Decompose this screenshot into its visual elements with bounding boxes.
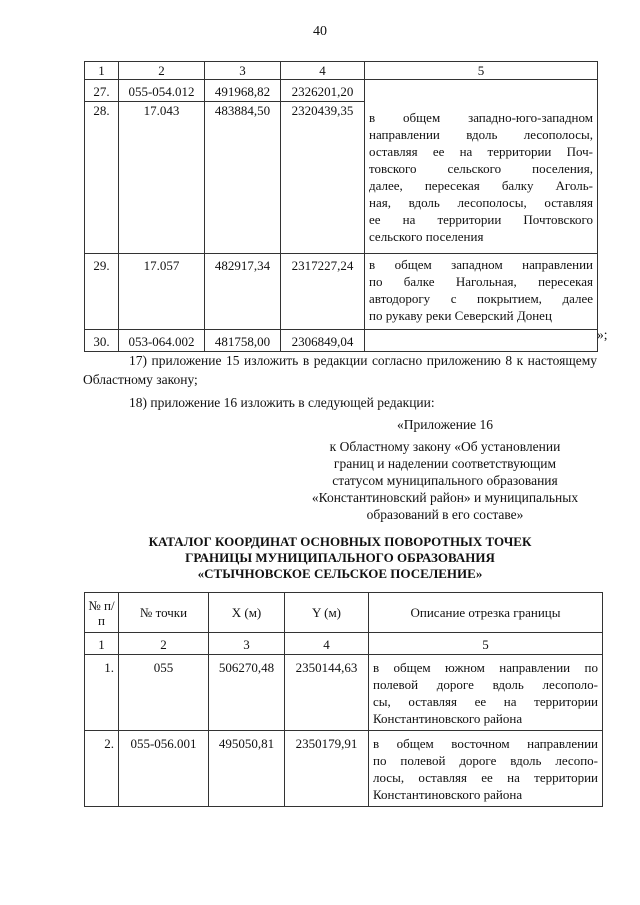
- point-id: 055-056.001: [119, 731, 209, 807]
- table-row: [85, 731, 603, 807]
- y-coordinate: 2317227,24: [281, 254, 365, 330]
- x-coordinate: 481758,00: [205, 330, 281, 352]
- table-row: [85, 80, 598, 102]
- table-header-row: [85, 593, 603, 633]
- appendix-line: образований в его составе»: [366, 507, 524, 522]
- column-number-3: 3: [209, 633, 285, 655]
- appendix-line: статусом муниципального образования: [332, 473, 558, 488]
- description-line: ная, вдоль лесополосы, оставляя: [369, 195, 593, 210]
- description-line: полевой дороге вдоль лесополо-: [373, 677, 598, 692]
- page-number: 40: [313, 24, 327, 39]
- description-line: сельского поселения: [369, 229, 484, 244]
- row-number: 30.: [85, 330, 119, 352]
- description-line: ее на территории Почтовского: [369, 212, 593, 227]
- coordinates-table-continuation: [84, 61, 598, 352]
- column-header-point: № точки: [119, 593, 209, 633]
- description-line: Константиновского района: [373, 787, 523, 802]
- table-header-row: [85, 62, 598, 80]
- table-row: [85, 330, 598, 352]
- coordinates-catalog-table: [84, 592, 603, 807]
- appendix-title: «Приложение 16: [396, 417, 494, 432]
- description-line: товского сельского поселения,: [369, 161, 593, 176]
- appendix-line: границ и наделении соответствующим: [333, 456, 557, 471]
- description-line: далее, пересекая балку Аголь-: [369, 178, 593, 193]
- row-number: 29.: [85, 254, 119, 330]
- table-numbering-row: [85, 633, 603, 655]
- y-coordinate: 2326201,20: [281, 80, 365, 102]
- catalog-heading-line: ГРАНИЦЫ МУНИЦИПАЛЬНОГО ОБРАЗОВАНИЯ: [185, 550, 495, 565]
- catalog-heading-line: КАТАЛОГ КООРДИНАТ ОСНОВНЫХ ПОВОРОТНЫХ ТОЧЕК: [148, 534, 532, 549]
- catalog-heading: [83, 534, 597, 582]
- x-coordinate: 506270,48: [209, 655, 285, 731]
- appendix-line: «Константиновский район» и муниципальных: [311, 490, 579, 505]
- row-number: 1.: [85, 655, 119, 731]
- description-line: в общем южном направлении по: [373, 660, 598, 675]
- row-number: 28.: [85, 102, 119, 254]
- column-header-index-text: № п/п: [88, 597, 115, 628]
- y-coordinate: 2306849,04: [281, 330, 365, 352]
- column-header-x: X (м): [209, 593, 285, 633]
- description-line: сы, оставляя ее на территории: [373, 694, 598, 709]
- description-line: Константиновского района: [373, 711, 523, 726]
- paragraph-17: 17) приложение 15 изложить в редакции согласно приложению 8 к настоящему Областному закону;: [83, 353, 597, 387]
- appendix-line: к Областному закону «Об установлении: [329, 439, 561, 454]
- description-line: направлении вдоль лесополосы,: [369, 127, 593, 142]
- segment-description: [369, 731, 603, 807]
- column-header-index: [85, 593, 119, 633]
- empty-description: [365, 330, 598, 352]
- column-number-4: 4: [281, 62, 365, 80]
- column-number-4: 4: [285, 633, 369, 655]
- point-id: 053-064.002: [119, 330, 205, 352]
- closing-quote: »;: [597, 327, 608, 342]
- column-number-1: 1: [85, 62, 119, 80]
- description-line: оставляя ее на территории Поч-: [369, 144, 593, 159]
- x-coordinate: 495050,81: [209, 731, 285, 807]
- segment-description: [365, 254, 598, 330]
- paragraph-18: 18) приложение 16 изложить в следующей редакции:: [129, 395, 435, 410]
- column-header-description: Описание отрезка границы: [369, 593, 603, 633]
- description-line: в общем западном направлении: [369, 257, 593, 272]
- x-coordinate: 483884,50: [205, 102, 281, 254]
- description-line: автодорогу с покрытием, далее: [369, 291, 593, 306]
- table-row: [85, 655, 603, 731]
- description-line: по балке Нагольная, пересекая: [369, 274, 593, 289]
- y-coordinate: 2320439,35: [281, 102, 365, 254]
- description-line: лосы, оставляя ее на территории: [373, 770, 598, 785]
- description-line: в общем восточном направлении: [373, 736, 598, 751]
- x-coordinate: 491968,82: [205, 80, 281, 102]
- table-row: [85, 254, 598, 330]
- x-coordinate: 482917,34: [205, 254, 281, 330]
- description-line: по полевой дороге вдоль лесопо-: [373, 753, 598, 768]
- appendix-header: [288, 416, 602, 523]
- column-number-5: 5: [365, 62, 598, 80]
- description-line: по рукаву реки Северский Донец: [369, 308, 552, 323]
- column-header-y: Y (м): [285, 593, 369, 633]
- point-id: 17.057: [119, 254, 205, 330]
- point-id: 055: [119, 655, 209, 731]
- column-number-3: 3: [205, 62, 281, 80]
- segment-description: [369, 655, 603, 731]
- catalog-heading-line: «СТЫЧНОВСКОЕ СЕЛЬСКОЕ ПОСЕЛЕНИЕ»: [197, 566, 483, 581]
- description-line: в общем западно-юго-западном: [369, 110, 593, 125]
- column-number-2: 2: [119, 633, 209, 655]
- column-number-2: 2: [119, 62, 205, 80]
- segment-description: [365, 80, 598, 254]
- y-coordinate: 2350144,63: [285, 655, 369, 731]
- point-id: 055-054.012: [119, 80, 205, 102]
- row-number: 2.: [85, 731, 119, 807]
- row-number: 27.: [85, 80, 119, 102]
- column-number-5: 5: [369, 633, 603, 655]
- point-id: 17.043: [119, 102, 205, 254]
- column-number-1: 1: [85, 633, 119, 655]
- y-coordinate: 2350179,91: [285, 731, 369, 807]
